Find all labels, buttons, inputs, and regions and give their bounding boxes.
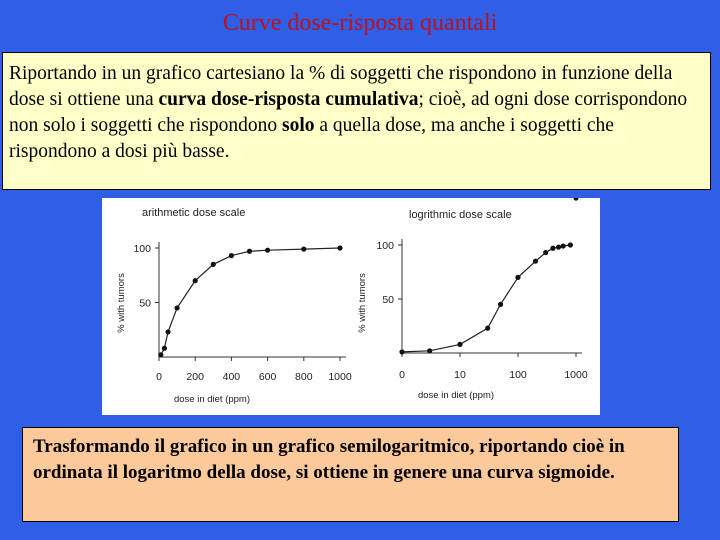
intro-bold-curve: curva dose-risposta cumulativa [158, 89, 419, 110]
x-tick-label: 1000 [328, 371, 352, 383]
intro-text-3: a quella dose, ma anche i soggetti che rispondono a dosi più basse. [9, 115, 614, 162]
data-point [533, 259, 538, 264]
data-point [158, 352, 163, 357]
x-axis-label-1: dose in diet (ppm) [173, 394, 251, 405]
x-tick-label: 0 [156, 371, 162, 383]
data-point [498, 302, 503, 307]
intro-bold-solo: solo [281, 115, 315, 136]
data-point [568, 242, 573, 247]
series-line-1 [161, 248, 340, 355]
x-tick-label: 600 [258, 371, 277, 383]
data-point [457, 342, 462, 347]
data-point [427, 348, 432, 353]
x-tick-label: 1000 [564, 369, 588, 381]
data-point [165, 329, 170, 334]
y-tick-label: 100 [376, 240, 394, 252]
data-point [561, 243, 566, 248]
data-point [193, 278, 198, 283]
y-tick-label: 50 [382, 294, 394, 306]
data-point [515, 275, 520, 280]
intro-text-box [2, 52, 711, 190]
x-tick-label: 200 [186, 371, 204, 383]
dose-response-charts [102, 198, 600, 415]
data-point [247, 249, 252, 254]
data-point [162, 346, 167, 351]
slide-title: Curve dose-risposta quantali [222, 10, 498, 36]
x-axis-label-2: dose in diet (ppm) [417, 390, 495, 401]
y-axis-label-1: % with tumors [116, 273, 127, 333]
conclusion-text-box [22, 427, 679, 522]
data-point [399, 349, 404, 354]
series-line-2 [402, 245, 570, 352]
chart-title-1: arithmetic dose scale [142, 207, 246, 219]
y-axis-label-2: % with tumors [357, 273, 368, 333]
y-tick-label: 100 [133, 243, 151, 255]
data-point [265, 248, 270, 253]
data-point [175, 305, 180, 310]
x-tick-label: 10 [454, 369, 466, 381]
data-point [229, 253, 234, 258]
data-point [573, 198, 578, 201]
data-point [485, 326, 490, 331]
x-tick-label: 0 [399, 369, 405, 381]
intro-text-2: ; cioè, ad ogni dose corrispondono non solo i soggetti che rispondono [9, 89, 688, 136]
data-point [550, 246, 555, 251]
intro-text-1: Riportando in un grafico cartesiano la % di soggetti che rispondono in funzione della dose si ottiene una [9, 63, 673, 110]
dose-response-figure [102, 198, 600, 415]
chart-title-2: logrithmic dose scale [409, 209, 512, 221]
x-tick-label: 800 [295, 371, 313, 383]
data-point [543, 250, 548, 255]
x-tick-label: 100 [509, 369, 527, 381]
data-point [301, 246, 306, 251]
data-point [556, 245, 561, 250]
conclusion-text: Trasformando il grafico in un grafico semilogaritmico, riportando cioè in ordinata il logaritmo della dose, si ottiene in genere una curva sigmoide. [33, 436, 625, 483]
x-tick-label: 400 [222, 371, 241, 383]
y-tick-label: 50 [139, 297, 151, 310]
data-point [211, 262, 216, 267]
data-point [337, 245, 342, 250]
